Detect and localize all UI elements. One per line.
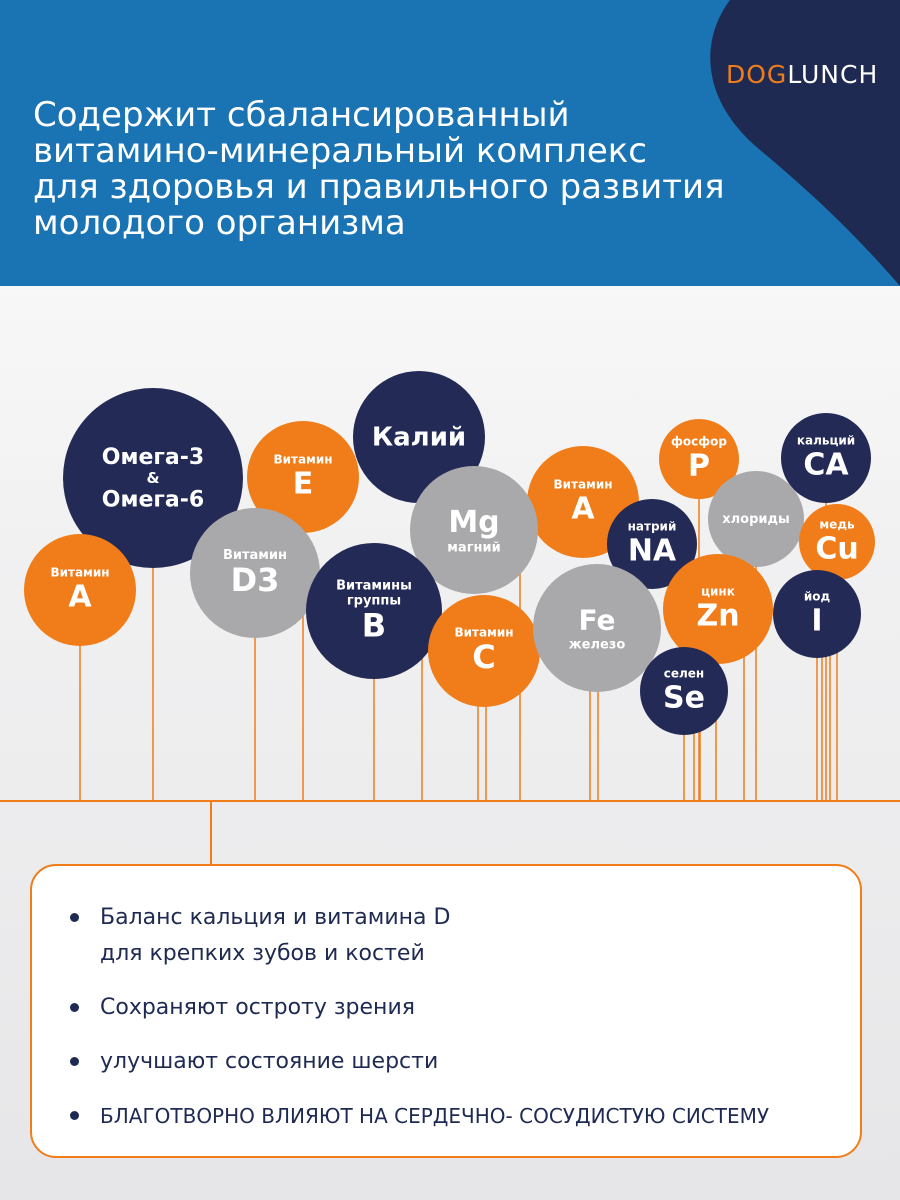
bubble-label: I <box>811 603 823 639</box>
nutrient-bubble-se <box>640 647 728 735</box>
bubble-label: Витамин <box>50 565 110 580</box>
benefit-text: БЛАГОТВОРНО ВЛИЯЮТ НА СЕРДЕЧНО- СОСУДИСТУЮ СИСТЕМУ <box>100 1104 770 1128</box>
bubble-label: хлориды <box>722 512 790 528</box>
bubble-label: Калий <box>371 422 467 453</box>
nutrient-bubble-med <box>799 504 875 580</box>
bubble-label: & <box>146 468 160 487</box>
logo-lunch: LUNCH <box>787 60 879 89</box>
headline-line: для здоровья и правильного развития <box>33 167 725 207</box>
bubble-label: Cu <box>815 531 859 567</box>
bubble-label: йод <box>803 589 831 604</box>
bubble-label: Омега-6 <box>101 487 205 513</box>
benefit-item <box>70 1098 850 1134</box>
benefit-text: Баланс кальция и витамина D <box>100 905 451 930</box>
headline-line: Содержит сбалансированный <box>33 95 570 135</box>
benefit-item <box>70 1044 850 1080</box>
benefits-box <box>30 864 862 1158</box>
headline-line: молодого организма <box>33 203 406 243</box>
bubble-label: C <box>472 638 496 677</box>
benefit-item <box>70 900 850 972</box>
bubble-label: Zn <box>696 598 740 634</box>
benefit-item <box>70 990 850 1026</box>
logo-dog: DOG <box>726 60 788 89</box>
bubble-label: B <box>361 606 387 645</box>
nutrient-bubble-vitamin-a-left <box>24 534 136 646</box>
benefit-text: улучшают состояние шерсти <box>100 1049 439 1074</box>
bubble-label: A <box>68 579 92 615</box>
bubble-label: медь <box>819 517 855 532</box>
bubble-label: Витамин <box>454 625 514 640</box>
bubble-label: кальций <box>796 433 856 448</box>
bubble-label: селен <box>663 666 705 681</box>
bubble-label: Se <box>663 680 705 716</box>
nutrient-bubble-fe <box>533 564 661 692</box>
bubble-label: P <box>688 448 710 484</box>
bubble-label: железо <box>568 637 626 653</box>
bubble-label: группы <box>346 593 402 609</box>
bubble-label: Омега-3 <box>101 444 205 470</box>
benefits-list <box>70 900 850 1134</box>
bubble-label: NA <box>627 533 677 569</box>
bubble-label: E <box>292 466 314 502</box>
bubble-circles <box>24 371 875 735</box>
bubble-label: натрий <box>627 519 677 534</box>
bubble-label: Витамин <box>222 547 288 563</box>
headline-line: витамино-минеральный комплекс <box>33 131 647 171</box>
bubble-label: фосфор <box>670 434 728 449</box>
nutrient-bubble-vitamin-c <box>428 595 540 707</box>
nutrient-bubble-vitamin-b <box>306 543 442 679</box>
bubble-label: Mg <box>448 505 500 541</box>
nutrient-bubble-khloridy <box>708 471 804 567</box>
bubble-label: Витамин <box>553 477 613 492</box>
bubble-label: CA <box>803 447 849 483</box>
bubble-label: цинк <box>701 584 735 599</box>
benefit-text: для крепких зубов и костей <box>100 941 425 966</box>
bubble-label: Fe <box>578 603 616 637</box>
nutrient-bubble-vitamin-d3 <box>190 508 320 638</box>
nutrient-bubble-iod <box>773 570 861 658</box>
benefit-text: Сохраняют остроту зрения <box>100 995 415 1020</box>
bubble-label: Витамин <box>273 452 333 467</box>
bubble-label: Витамины <box>336 578 412 594</box>
bubble-label: A <box>571 491 595 527</box>
bubble-label: магний <box>447 540 501 556</box>
bubble-label: D3 <box>230 560 280 599</box>
nutrient-bubble-kalciy <box>781 413 871 503</box>
